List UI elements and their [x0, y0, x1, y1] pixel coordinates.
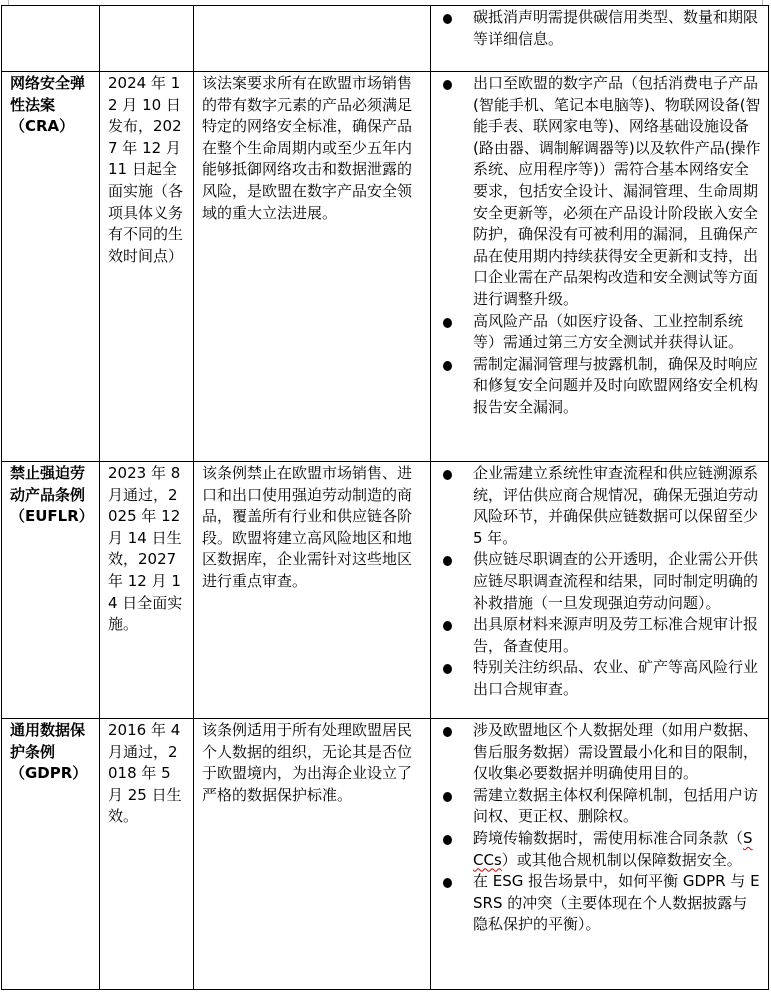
regulation-description-cell[interactable]	[194, 6, 431, 72]
requirement-text: 出具原材料来源声明及劳工标准合规审计报告，备查使用。	[473, 615, 759, 655]
regulation-abbr: （CRA）	[10, 117, 75, 136]
regulation-abbr: （EUFLR）	[10, 507, 94, 526]
regulation-name-cell[interactable]	[2, 462, 100, 719]
bullet-icon	[443, 878, 452, 888]
spellcheck-flagged-word[interactable]: SCCs	[473, 828, 753, 869]
regulation-name: 通用数据保护条例	[10, 721, 86, 761]
requirement-item	[439, 785, 762, 828]
requirement-text: 涉及欧盟地区个人数据处理（如用户数据、售后服务数据）需设置最小化和目的限制，仅收集必要数据并明确使用目的。	[473, 721, 759, 783]
bullet-icon	[443, 727, 452, 737]
regulation-dates: 2016 年 4 月通过，2018 年 5 月 25 日生效。	[108, 721, 182, 826]
regulation-description-cell[interactable]	[194, 462, 431, 719]
bullet-icon	[443, 792, 452, 802]
requirements-list	[439, 7, 762, 50]
requirement-text: 需制定漏洞管理与披露机制，确保及时响应和修复安全问题并及时向欧盟网络安全机构报告安全漏洞。	[473, 354, 759, 416]
requirement-item	[439, 463, 762, 549]
bullet-icon	[443, 621, 452, 631]
regulation-requirements-cell[interactable]	[431, 6, 769, 72]
regulation-description: 该法案要求所有在欧盟市场销售的带有数字元素的产品必须满足特定的网络安全标准，确保产品在整个生命周期内或至少五年内能够抵御网络攻击和数据泄露的风险，是欧盟在数字产品安全领域的重大立法进展。	[202, 74, 413, 222]
requirement-item	[439, 354, 762, 419]
table-row-cra	[2, 72, 769, 462]
bullet-icon	[443, 80, 452, 90]
regulation-name-cell[interactable]	[2, 72, 100, 462]
bullet-icon	[443, 318, 452, 328]
requirements-list	[439, 463, 762, 701]
requirement-text: 企业需建立系统性审查流程和供应链溯源系统，评估供应商合规情况，确保无强迫劳动风险环节，并确保供应链数据可以保留至少 5 年。	[473, 464, 759, 547]
requirement-text: 碳抵消声明需提供碳信用类型、数量和期限等详细信息。	[473, 8, 759, 48]
regulation-name: 网络安全弹性法案	[10, 74, 86, 114]
requirement-text: 在 ESG 报告场景中，如何平衡 GDPR 与 ESRS 的冲突（主要体现在个人数据披露与隐私保护的平衡）。	[473, 872, 760, 934]
requirement-item	[439, 549, 762, 614]
table-row-gdpr	[2, 719, 769, 990]
requirement-text: 需建立数据主体权利保障机制，包括用户访问权、更正权、删除权。	[473, 785, 759, 826]
bullet-icon	[443, 361, 452, 371]
regulation-dates-cell[interactable]	[100, 719, 194, 990]
bullet-icon	[443, 835, 452, 845]
requirement-item	[439, 7, 762, 50]
requirements-list	[439, 720, 762, 936]
requirement-text-after: ）或其他合规机制以保障数据安全。	[501, 850, 742, 869]
requirement-item	[439, 311, 762, 354]
regulation-description: 该条例适用于所有处理欧盟居民个人数据的组织，无论其是否位于欧盟境内，为出海企业设立了严格的数据保护标准。	[202, 721, 413, 804]
regulation-requirements-cell[interactable]	[431, 462, 769, 719]
regulation-description-cell[interactable]	[194, 72, 431, 462]
requirement-item	[439, 871, 762, 936]
requirement-text: 出口至欧盟的数字产品（包括消费电子产品(智能手机、笔记本电脑等)、物联网设备(智能手表、联网家电等)、网络基础设施设备(路由器、调制解调器等)以及软件产品(操作系统、应用程序等)）需符合基本网络安全要求，包括安全设计、漏洞管理、生命周期安全更新等，必须在产品设计阶段嵌入安全防护，确保没有可被利用的漏洞，且确保产品在使用期内持续获得安全更新和支持，出口企业需在产品架构改造和安全测试等方面进行调整升级。	[473, 74, 761, 308]
requirement-text: 特别关注纺织品、农业、矿产等高风险行业出口合规审查。	[473, 658, 759, 698]
requirement-item	[439, 614, 762, 657]
requirement-text-before: 跨境传输数据时，需使用标准合同条款（	[473, 828, 744, 847]
bullet-icon	[443, 556, 452, 566]
regulation-dates-cell[interactable]	[100, 462, 194, 719]
regulation-abbr: （GDPR）	[10, 764, 88, 783]
requirement-text: 高风险产品（如医疗设备、工业控制系统等）需通过第三方安全测试并获得认证。	[473, 311, 744, 352]
regulation-requirements-cell[interactable]	[431, 719, 769, 990]
requirement-text: 供应链尽职调查的公开透明，企业需公开供应链尽职调查流程和结果，同时制定明确的补救措施（一旦发现强迫劳动问题）。	[473, 550, 759, 612]
requirement-item	[439, 828, 762, 871]
requirements-list	[439, 73, 762, 419]
regulation-requirements-cell[interactable]	[431, 72, 769, 462]
regulation-dates: 2024 年 12 月 10 日发布，2027 年 12 月 11 日起全面实施（各项具体义务有不同的生效时间点）	[108, 74, 184, 265]
table-row-carryover	[2, 6, 769, 72]
regulation-name: 禁止强迫劳动产品条例	[10, 464, 86, 504]
regulation-description-cell[interactable]	[194, 719, 431, 990]
requirement-item	[439, 657, 762, 700]
regulation-dates-cell[interactable]	[100, 72, 194, 462]
regulation-dates: 2023 年 8 月通过，2025 年 12 月 14 日生效，2027 年 12 月 14 日全面实施。	[108, 464, 183, 634]
bullet-icon	[443, 470, 452, 480]
regulation-description: 该条例禁止在欧盟市场销售、进口和出口使用强迫劳动制造的商品，覆盖所有行业和供应链各阶段。欧盟将建立高风险地区和地区数据库，企业需针对这些地区进行重点审查。	[202, 464, 413, 590]
requirement-item	[439, 73, 762, 311]
requirement-item	[439, 720, 762, 785]
regulation-name-cell[interactable]	[2, 719, 100, 990]
bullet-icon	[443, 14, 452, 24]
regulations-table	[1, 5, 769, 990]
regulation-name-cell[interactable]	[2, 6, 100, 72]
table-row-euflr	[2, 462, 769, 719]
regulation-dates-cell[interactable]	[100, 6, 194, 72]
bullet-icon	[443, 664, 452, 674]
